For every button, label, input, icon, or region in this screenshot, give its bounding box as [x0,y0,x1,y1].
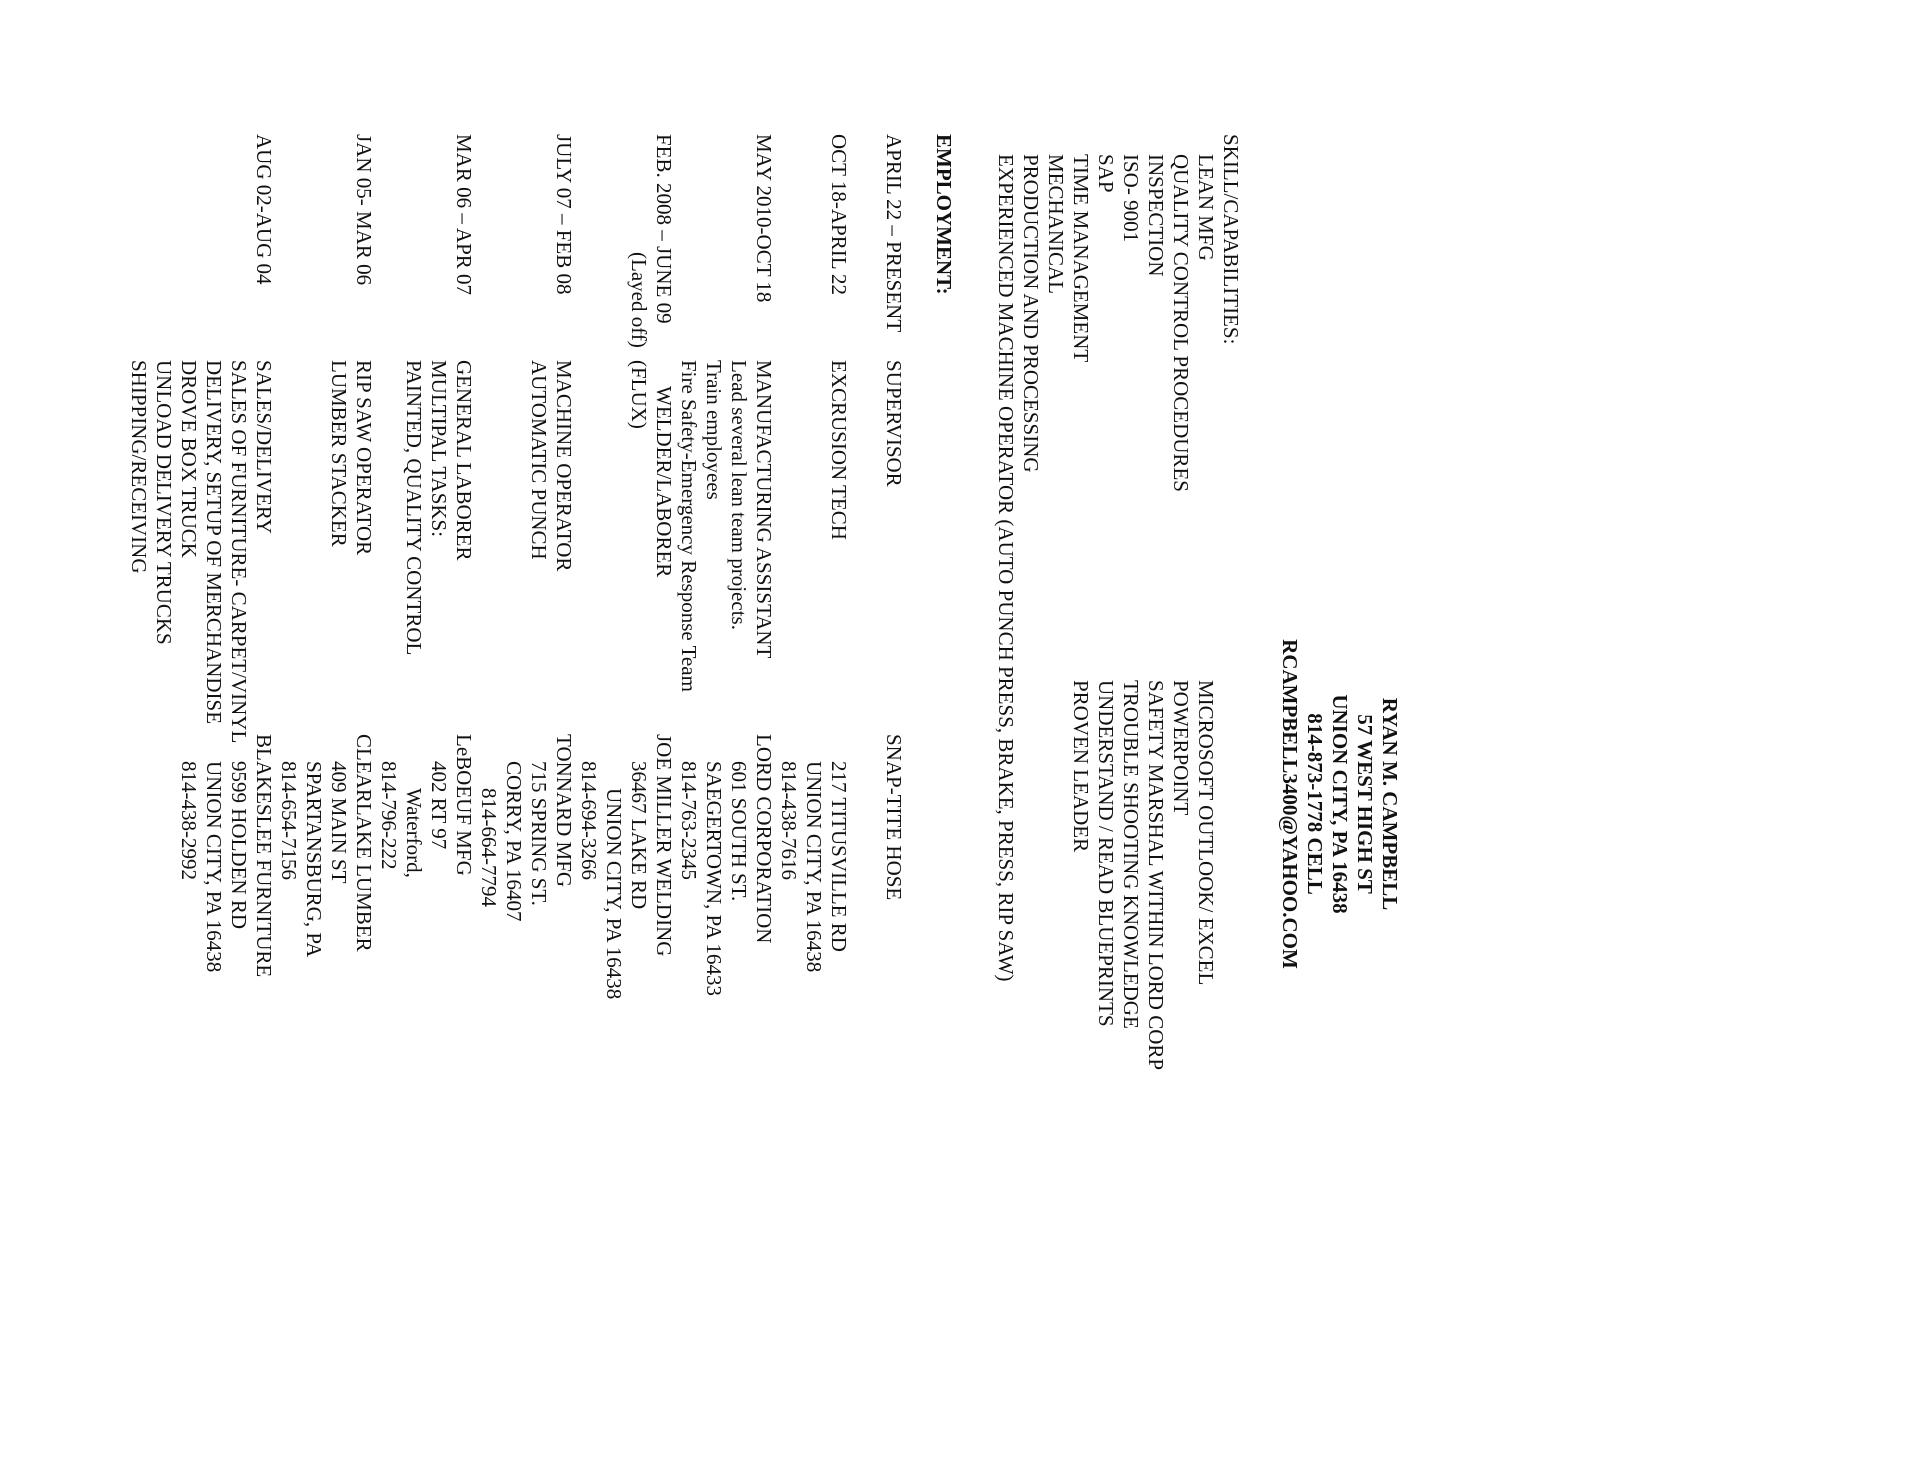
skill-item: INSPECTION [1144,154,1168,277]
job-duty-line: EXCRUSION TECH [827,360,851,540]
job-duties [401,360,476,655]
job-duties [626,360,676,578]
employer-line: CLEARLAKE LUMBER [352,734,376,952]
employer-line: LORD CORPORATION [752,734,776,944]
employer-line: 814-438-7616 [777,761,801,880]
job-employer [476,734,576,922]
job-date-line: FEB. 2008 – JUNE 09 [652,134,676,324]
job-duty-line: (FLUX) [627,360,651,429]
employer-line: 814-763-2345 [677,761,701,880]
resume-page [127,134,1764,1474]
job-duty-line: Fire Safety-Emergency Response Team [677,360,701,692]
job-duty-line: SALES OF FURNITURE- CARPET/VINYL [227,360,251,744]
employer-line: SNAP-TITE HOSE [882,734,906,901]
job-duty-line: MULTIPAL TASKS: [427,360,451,538]
job-date-line: MAR 06 – APR 07 [452,134,476,296]
job-duty-line: Lead several lean team projects. [727,360,751,630]
street-address: 57 WEST HIGH ST [1353,714,1377,894]
skill-item: POWERPOINT [1169,680,1193,816]
job-duty-line: SALES/DELIVERY [252,360,276,534]
skill-item: PRODUCTION AND PROCESSING [1019,154,1043,473]
phone-number: 814-873-1778 CELL [1303,713,1327,895]
employer-line: 814-694-3266 [577,761,601,880]
employer-line: TONNARD MFG [552,734,576,888]
employer-line: BLAKESLEE FURNITURE [252,734,276,978]
skill-item: PROVEN LEADER [1069,680,1093,853]
skill-item: SAFETY MARSHAL WITHIN LORD CORP [1144,680,1168,1071]
job-employer [881,734,906,900]
skill-item: UNDERSTAND / READ BLUEPRINTS [1094,680,1118,1027]
employer-line: LeBOEUF MFG [452,734,476,876]
skills-heading: SKILL/CAPABILITIES: [1219,134,1243,345]
skill-item: TIME MANAGEMENT [1069,154,1093,363]
job-duty-line: UNLOAD DELIVERY TRUCKS [152,360,176,645]
employer-line: UNION CITY, PA 16438 [802,761,826,973]
job-duty-line: MANUFACTURING ASSISTANT [752,360,776,659]
employer-line: 715 SPRING ST. [527,761,551,906]
skill-item: TROUBLE SHOOTING KNOWLEDGE [1119,680,1143,1029]
employer-line: 36467 LAKE RD [627,761,651,910]
skill-item: MECHANICAL [1044,154,1068,294]
applicant-name: RYAN M. CAMPBELL [1378,697,1402,911]
job-duty-line: RIP SAW OPERATOR [352,360,376,556]
email-address: RCAMPBELL3400@YAHOO.COM [1278,639,1302,969]
job-employer [676,734,776,996]
job-duty-line: DELIVERY, SETUP OF MERCHANDISE [202,360,226,725]
job-date-line: APRIL 22 – PRESENT [882,134,906,333]
skill-item: EXPERIENCED MACHINE OPERATOR (AUTO PUNCH PRESS, BRAKE, PRESS, RIP SAW) [994,154,1018,982]
job-dates [451,134,476,295]
job-date-line: MAY 2010-OCT 18 [752,134,776,303]
employer-line: UNION CITY, PA 16438 [602,788,626,1000]
job-employer [776,761,851,972]
employer-line: 217 TITUSVILLE RD [827,761,851,952]
employer-line: 814-796-222 [377,761,401,870]
job-employer [576,734,676,999]
employer-line: 814-438-2992 [177,761,201,880]
job-duty-line: WELDER/LABORER [652,386,676,578]
employer-line: SPARTANSBURG, PA [302,761,326,958]
job-date-line: JAN 05- MAR 06 [352,134,376,286]
job-dates [251,134,276,285]
job-duties [126,360,276,743]
skill-item: ISO- 9001 [1119,154,1143,243]
job-duty-line: MACHINE OPERATOR [552,360,576,572]
job-dates [826,134,851,295]
skill-item: MICROSOFT OUTLOOK/ EXCEL [1194,680,1218,986]
job-duties [881,360,906,487]
job-duty-line: LUMBER STACKER [327,360,351,547]
job-dates [881,134,906,332]
city-state-zip: UNION CITY, PA 16438 [1328,694,1352,914]
job-duties [676,360,776,692]
employer-line: 9599 HOLDEN RD [227,761,251,929]
job-duty-line: SUPERVISOR [882,360,906,487]
job-dates [351,134,376,285]
resume-header [1277,134,1402,1474]
employer-line: CORRY, PA 16407 [502,761,526,922]
job-duty-line: AUTOMATIC PUNCH [527,360,551,560]
job-dates [751,134,776,302]
skill-item: LEAN MFG [1194,154,1218,261]
employer-line: 601 SOUTH ST. [727,761,751,902]
job-duties [526,360,576,571]
job-duty-line: PAINTED, QUALITY CONTROL [402,360,426,656]
employer-line: 814-654-7156 [277,761,301,880]
employer-line: 402 RT 97 [427,761,451,850]
job-duty-line: GENERAL LABORER [452,360,476,561]
skills-right-list [1068,680,1218,1070]
job-employer [176,734,276,977]
job-employer [276,734,376,957]
job-date-line: AUG 02-AUG 04 [252,134,276,285]
employer-line: Waterford, [402,788,426,878]
employer-line: 409 MAIN ST [327,761,351,884]
employer-line: UNION CITY, PA 16438 [202,761,226,973]
job-date-line: OCT 18-APRIL 22 [827,134,851,296]
job-duty-line: SHIPPING/RECEIVING [127,360,151,574]
job-duty-line: Train employees [702,360,726,500]
job-date-line: (Layed off) [627,252,651,348]
job-dates [626,134,676,348]
skill-item: QUALITY CONTROL PROCEDURES [1169,154,1193,492]
job-duties [326,360,376,555]
job-date-line: JULY 07 – FEB 08 [552,134,576,295]
employer-line: SAEGERTOWN, PA 16433 [702,761,726,997]
employer-line: JOE MILLER WELDING [652,734,676,957]
job-duty-line: DROVE BOX TRUCK [177,360,201,558]
job-duties [826,360,851,540]
job-dates [551,134,576,294]
skill-item: SAP [1094,154,1118,193]
job-employer [376,734,476,878]
employment-heading: EMPLOYMENT: [932,134,956,295]
employer-line: 814-664-7794 [477,788,501,907]
